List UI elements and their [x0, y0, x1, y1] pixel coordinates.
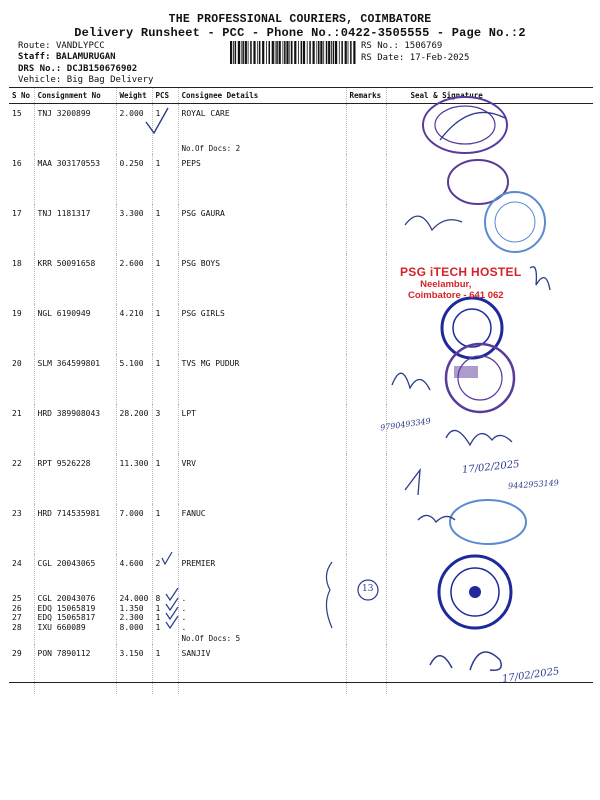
docs-count: No.Of Docs: 2 [181, 144, 241, 153]
sno-cell: 16 [9, 154, 34, 204]
weight-value: 2.300 [119, 613, 144, 622]
consignment-cell: KRR 50091658 [34, 254, 116, 304]
pcs-cell: 1 [152, 354, 178, 404]
col-consignment: Consignment No [34, 88, 116, 104]
sno-cell: 22 [9, 454, 34, 504]
drs-label: DRS No.: [18, 64, 62, 74]
consignment-cell: RPT 9526228 [34, 454, 116, 504]
pcs-cell: 1 [152, 304, 178, 354]
weight-cell: 4.210 [116, 304, 152, 354]
sno-cell: 23 [9, 504, 34, 554]
weight-value: 4.600 [119, 559, 144, 568]
rs-date-label: RS Date: [361, 53, 405, 63]
col-sno: S No [9, 88, 34, 104]
pcs-value: 1 [155, 622, 161, 632]
weight-cell: 28.200 [116, 404, 152, 454]
sno-value: 24 [12, 559, 22, 568]
weight-cell: 3.300 [116, 204, 152, 254]
consignee-cell: LPT [178, 404, 346, 454]
handwritten-phone: 9442953149 [507, 478, 560, 491]
staff-label: Staff: [18, 52, 51, 62]
rs-no-label: RS No.: [361, 41, 399, 51]
handwritten-signature [392, 373, 430, 390]
col-seal-signature: Seal & Signature [386, 88, 593, 104]
pcs-value: 1 [155, 603, 161, 613]
psg-stamp-place: Neelambur, [420, 279, 472, 290]
check-mark-icon [166, 607, 178, 619]
handwritten-signature [446, 430, 512, 445]
weight-value: 1.350 [119, 603, 144, 613]
consignment-cell: HRD 714535981 [34, 504, 116, 554]
col-remarks: Remarks [346, 88, 386, 104]
staff-value: BALAMURUGAN [55, 52, 116, 62]
col-weight: Weight [116, 88, 152, 104]
handwritten-signature [430, 652, 501, 670]
sno-cell: 15 [9, 104, 34, 155]
consignment-value: EDQ 15065819 [37, 603, 96, 613]
company-title: THE PROFESSIONAL COURIERS, COIMBATORE [168, 13, 432, 26]
consignment-cell: SLM 364599801 [34, 354, 116, 404]
consignee-name: . [181, 622, 187, 632]
weight-cell: 0.250 [116, 154, 152, 204]
weight-value: 24.000 [119, 594, 149, 603]
check-mark-icon [166, 598, 178, 610]
pcs-cell: 1 [152, 154, 178, 204]
handwritten-signature [530, 267, 550, 290]
consignment-cell: MAA 303170553 [34, 154, 116, 204]
sno-value: 28 [12, 622, 22, 632]
psg-hostel-stamp [400, 265, 521, 301]
pcs-cell: 3 [152, 404, 178, 454]
consignment-value: EDQ 15065817 [37, 613, 96, 622]
consignment-value: CGL 20043076 [37, 594, 96, 603]
bracket-mark [326, 562, 332, 628]
pcs-value: 8 [155, 594, 161, 603]
seal-stamp-icon [485, 192, 545, 252]
consignment-cell: TNJ 1181317 [34, 204, 116, 254]
consignment-value: IXU 660089 [37, 622, 86, 632]
consignee-name: . [181, 603, 187, 613]
pcs-cell: 1 [152, 104, 178, 155]
circled-note-text: 13 [362, 584, 374, 594]
sno-value: 27 [12, 613, 22, 622]
weight-cell: 5.100 [116, 354, 152, 404]
consignee-cell: VRV [178, 454, 346, 504]
handwritten-date: 17/02/2025 [461, 459, 521, 476]
sno-cell: 18 [9, 254, 34, 304]
consignment-cell: HRD 389908043 [34, 404, 116, 454]
consignee-cell: FANUC [178, 504, 346, 554]
weight-cell: 2.600 [116, 254, 152, 304]
runsheet-subtitle: Delivery Runsheet - PCC - Phone No.:0422-3505555 - Page No.:2 [74, 26, 526, 40]
consignee-name: . [181, 594, 187, 603]
col-pcs: PCS [152, 88, 178, 104]
check-mark-icon [162, 552, 172, 564]
vehicle-value: Big Bag Delivery [66, 75, 154, 85]
consignment-cell: PON 7890112 [34, 644, 116, 694]
consignment-cell: NGL 6190949 [34, 304, 116, 354]
pcs-cell: 1 [152, 504, 178, 554]
consignee-name: ROYAL CARE [181, 109, 230, 118]
pcs-value: 2 [155, 559, 161, 568]
consignee-cell: TVS MG PUDUR [178, 354, 346, 404]
seal-stamp-icon [442, 298, 502, 358]
weight-cell: 11.300 [116, 454, 152, 504]
sno-cell: 29 [9, 644, 34, 694]
weight-cell: 7.000 [116, 504, 152, 554]
rs-no-value: 1506769 [404, 41, 443, 51]
seal-stamp-icon [450, 500, 526, 544]
consignment-cell: TNJ 3200899 [34, 104, 116, 155]
handwritten-signature [405, 216, 462, 230]
sno-value: 26 [12, 603, 22, 613]
vehicle-label: Vehicle: [18, 75, 62, 85]
weight-cell: 3.150 [116, 644, 152, 694]
handwritten-date: 17/02/2025 [501, 666, 561, 685]
consignee-cell: PSG GIRLS [178, 304, 346, 354]
docs-count: No.Of Docs: 5 [181, 634, 241, 643]
check-mark-icon [146, 108, 168, 133]
consignment-value: CGL 20043065 [37, 559, 96, 568]
pcs-value: 1 [155, 613, 161, 622]
pcs-cell: 1 [152, 644, 178, 694]
pcs-cell: 1 [152, 254, 178, 304]
sno-cell: 17 [9, 204, 34, 254]
route-label: Route: [18, 41, 51, 51]
check-mark-icon [166, 588, 178, 600]
sno-cell: 21 [9, 404, 34, 454]
weight-cell: 2.000 [116, 104, 152, 155]
handwritten-phone: 9790493349 [379, 416, 432, 433]
psg-stamp-name: PSG iTECH HOSTEL [400, 265, 522, 279]
col-consignee: Consignee Details [178, 88, 346, 104]
psg-stamp-city: Coimbatore - 641 062 [408, 290, 504, 301]
consignee-cell: SANJIV [178, 644, 346, 694]
pcs-cell: 1 [152, 454, 178, 504]
weight-value: 8.000 [119, 622, 144, 632]
drs-value: DCJB150676902 [66, 64, 138, 74]
pcs-cell: 1 [152, 204, 178, 254]
sno-cell: 20 [9, 354, 34, 404]
consignee-name: PREMIER [181, 559, 216, 568]
sno-cell: 19 [9, 304, 34, 354]
check-mark-icon [166, 616, 178, 628]
consignee-cell: PSG BOYS [178, 254, 346, 304]
handwritten-signature [405, 470, 420, 495]
route-value: VANDLYPCC [55, 41, 105, 51]
consignee-cell: PEPS [178, 154, 346, 204]
consignee-name: . [181, 613, 187, 622]
sno-value: 25 [12, 594, 22, 603]
consignee-cell: PSG GAURA [178, 204, 346, 254]
rs-date-value: 17-Feb-2025 [409, 53, 470, 63]
